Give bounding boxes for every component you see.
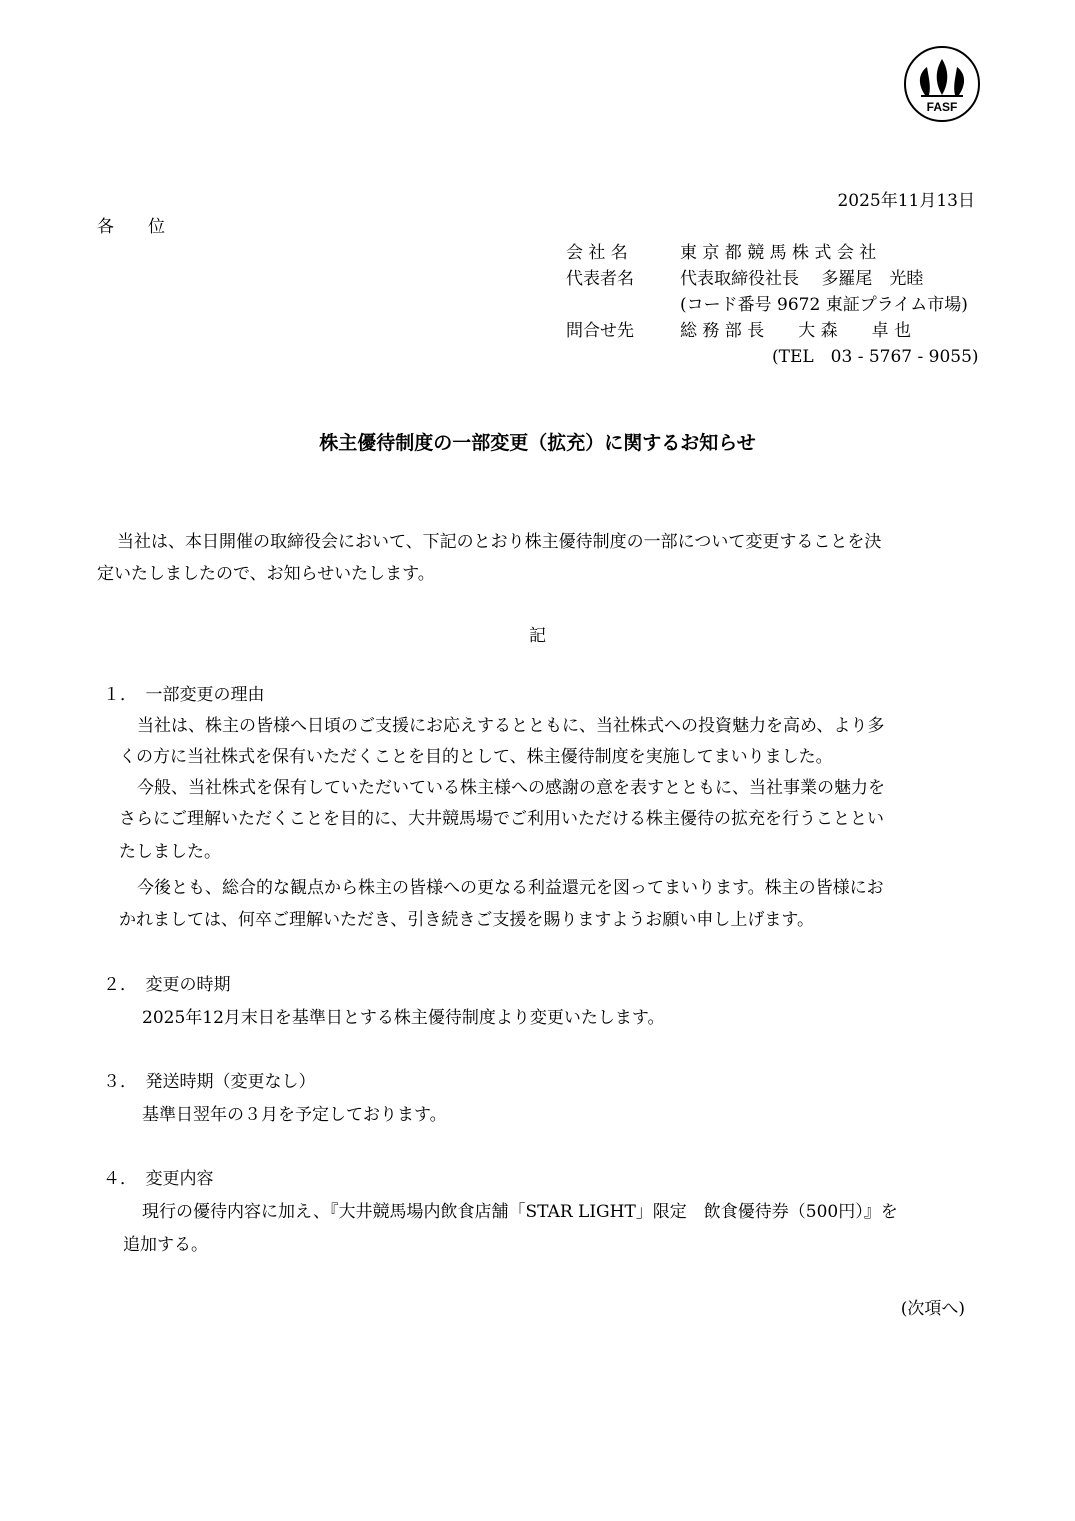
section-3-body: 基準日翌年の３月を予定しております。 bbox=[142, 1105, 447, 1125]
addressee: 各 位 bbox=[97, 217, 165, 237]
section-1-line: たしました。 bbox=[119, 842, 221, 862]
document-title: 株主優待制度の一部変更（拡充）に関するお知らせ bbox=[319, 432, 756, 454]
section-1-line: 当社は、株主の皆様へ日頃のご支援にお応えするとともに、当社株式への投資魅力を高め、より多 bbox=[137, 716, 885, 736]
section-1-line: かれましては、何卒ご理解いただき、引き続きご支援を賜りますようお願い申し上げます。 bbox=[119, 910, 814, 930]
section-1-line: 今般、当社株式を保有していただいている株主様への感謝の意を表すとともに、当社事業の魅力を bbox=[137, 778, 885, 798]
stock-code: (コード番号 9672 東証プライム市場) bbox=[680, 295, 968, 315]
section-1-line: くの方に当社株式を保有いただくことを目的として、株主優待制度を実施してまいりました。 bbox=[119, 747, 833, 767]
representative: 代表取締役社長 多羅尾 光睦 bbox=[680, 269, 924, 289]
section-3-heading: ３． 発送時期（変更なし） bbox=[103, 1072, 316, 1092]
section-4-line-2: 追加する。 bbox=[123, 1235, 208, 1255]
logo-text: FASF bbox=[926, 100, 958, 114]
contact-person: 総 務 部 長 大 森 卓 也 bbox=[680, 321, 912, 341]
intro-line-1: 当社は、本日開催の取締役会において、下記のとおり株主優待制度の一部について変更することを決 bbox=[117, 532, 882, 552]
section-4-line-1: 現行の優待内容に加え、『大井競馬場内飲食店舗「STAR LIGHT」限定 飲食優待券（500円）』を bbox=[142, 1202, 898, 1222]
intro-line-2: 定いたしましたので、お知らせいたします。 bbox=[97, 564, 435, 584]
document-date: 2025年11月13日 bbox=[837, 191, 975, 211]
fasf-logo bbox=[903, 45, 981, 123]
contact-label: 問合せ先 bbox=[566, 321, 634, 341]
company-name-label: 会 社 名 bbox=[566, 243, 628, 263]
section-1-line: 今後とも、総合的な観点から株主の皆様への更なる利益還元を図ってまいります。株主の皆様にお bbox=[137, 878, 884, 898]
ki-marker: 記 bbox=[529, 626, 546, 646]
representative-label: 代表者名 bbox=[566, 269, 634, 289]
section-4-heading: ４． 変更内容 bbox=[103, 1169, 214, 1189]
section-1-line: さらにご理解いただくことを目的に、大井競馬場でご利用いただける株主優待の拡充を行うこととい bbox=[119, 809, 884, 829]
contact-tel: (TEL 03 - 5767 - 9055) bbox=[772, 347, 979, 367]
section-2-heading: ２． 変更の時期 bbox=[103, 975, 231, 995]
next-page-note: (次項へ) bbox=[900, 1299, 965, 1319]
section-1-heading: １． 一部変更の理由 bbox=[103, 685, 265, 705]
section-2-body: 2025年12月末日を基準日とする株主優待制度より変更いたします。 bbox=[142, 1008, 665, 1028]
company-name: 東 京 都 競 馬 株 式 会 社 bbox=[680, 243, 877, 263]
